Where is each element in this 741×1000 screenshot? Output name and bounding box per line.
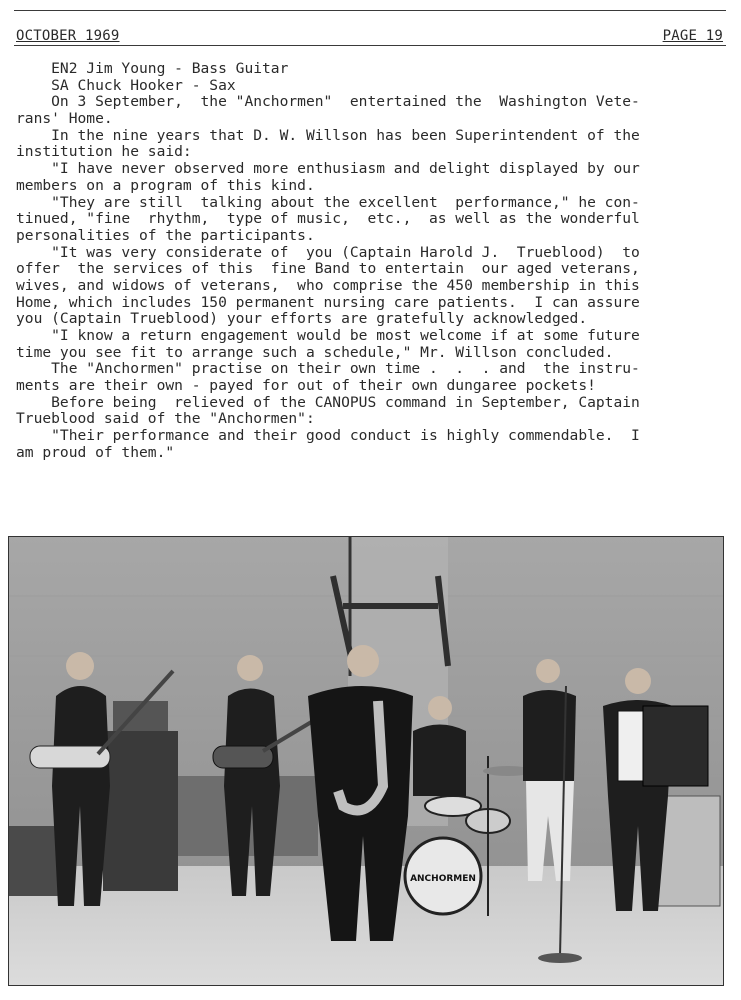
text-line: offer the services of this fine Band to entertain our aged veterans, (16, 260, 640, 278)
text-line: On 3 September, the "Anchormen" entertained the Washington Vete- (16, 93, 640, 111)
issue-date: OCTOBER 1969 (16, 28, 120, 44)
text-line: Trueblood said of the "Anchormen": (16, 410, 315, 428)
text-line: "I know a return engagement would be most welcome if at some future (16, 327, 640, 344)
text-line: "They are still talking about the excellent performance," he con- (16, 193, 640, 211)
text-line: you (Captain Trueblood) your efforts are gratefully acknowledged. (16, 310, 588, 328)
text-line: In the nine years that D. W. Willson has been Superintendent of the (16, 126, 640, 144)
text-line: Home, which includes 150 permanent nursing care patients. I can assure (16, 293, 640, 311)
text-line: tinued, "fine rhythm, type of music, etc., as well as the wonderful (16, 210, 640, 228)
text-line: rans' Home. (16, 110, 113, 128)
text-line: The "Anchormen" practise on their own time . . . and the instru- (16, 360, 640, 378)
amplifier (103, 731, 178, 891)
text-line: "I have never observed more enthusiasm and delight displayed by our (16, 160, 640, 178)
header-rule (14, 45, 726, 46)
text-line: institution he said: (16, 143, 192, 161)
text-line: members on a program of this kind. (16, 176, 315, 194)
article-body (16, 61, 724, 462)
text-line: Before being relieved of the CANOPUS command in September, Captain (16, 393, 640, 411)
text-line: SA Chuck Hooker - Sax (16, 76, 236, 94)
text-line: "Their performance and their good conduct is highly commendable. I (16, 427, 640, 445)
text-line: personalities of the participants. (16, 226, 315, 244)
text-line: time you see fit to arrange such a schedule," Mr. Willson concluded. (16, 343, 614, 361)
text-line: "It was very considerate of you (Captain Harold J. Trueblood) to (16, 243, 640, 261)
text-line: EN2 Jim Young - Bass Guitar (16, 60, 289, 77)
band-photo (8, 536, 724, 986)
text-line: wives, and widows of veterans, who comprise the 450 membership in this (16, 276, 640, 294)
top-rule (14, 10, 726, 11)
text-line: am proud of them." (16, 443, 175, 461)
text-line: ments are their own - payed for out of their own dungaree pockets! (16, 377, 596, 395)
page-number: PAGE 19 (662, 28, 723, 44)
drum-head-label: ANCHORMEN (410, 874, 476, 884)
